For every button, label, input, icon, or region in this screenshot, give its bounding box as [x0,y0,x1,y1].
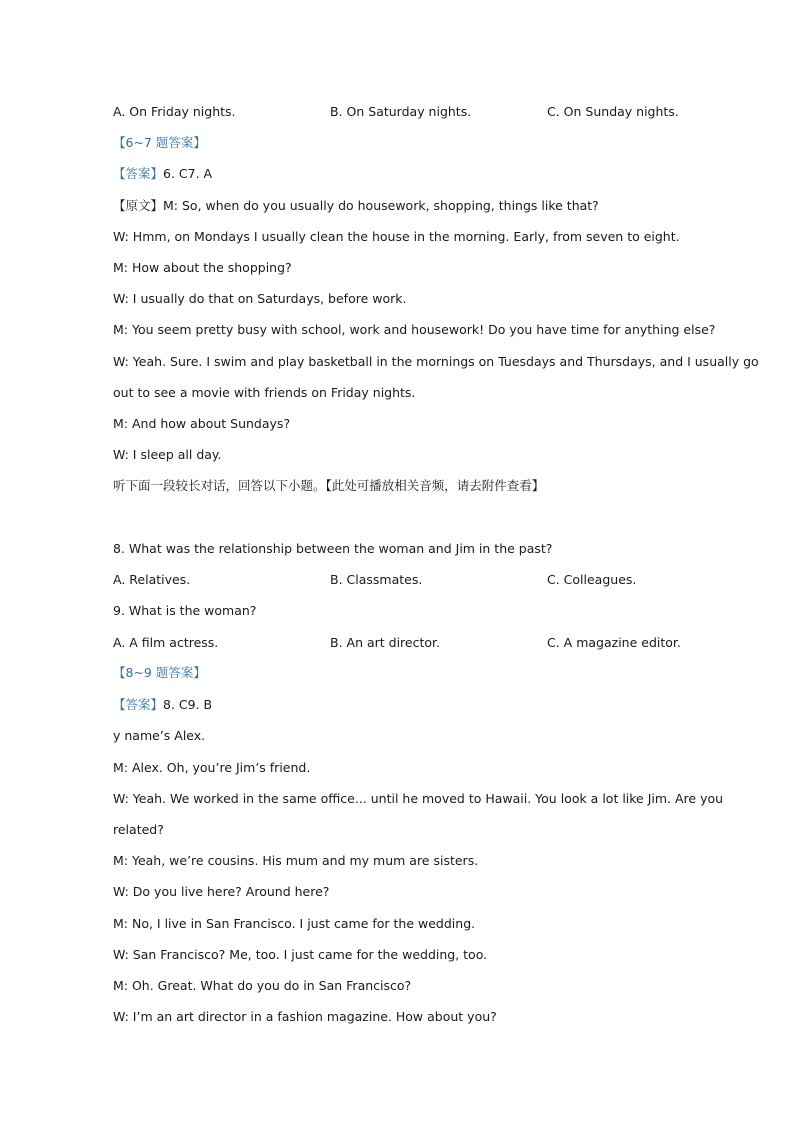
question-9: 9. What is the woman? [113,603,257,618]
answer-value: 6. C7. A [163,166,213,181]
transcript-line [113,198,599,214]
transcript-line: W: Yeah. Sure. I swim and play basketball in the mornings on Tuesdays and Thursdays, and I usually go [113,354,759,369]
option-a: A. A film actress. [113,635,219,650]
section-heading: 【8~9 题答案】 [113,665,206,680]
answer-label: 【答案】 [113,166,164,181]
transcript-line: W: I sleep all day. [113,447,222,462]
option-b: B. Classmates. [330,572,423,587]
transcript-line: M: Yeah, we’re cousins. His mum and my mum are sisters. [113,853,479,868]
transcript-label: 【原文】 [113,198,164,213]
transcript-line: M: How about the shopping? [113,260,292,275]
option-c: C. Colleagues. [547,572,637,587]
transcript-line: W: I’m an art director in a fashion magazine. How about you? [113,1009,497,1024]
option-c: C. On Sunday nights. [547,104,679,119]
transcript-line: M: And how about Sundays? [113,416,291,431]
transcript-text: M: So, when do you usually do housework, shopping, things like that? [163,198,599,213]
transcript-line: M: No, I live in San Francisco. I just came for the wedding. [113,916,476,931]
transcript-line: W: I usually do that on Saturdays, before work. [113,291,407,306]
transcript-line: W: Yeah. We worked in the same office... until he moved to Hawaii. You look a lot like Jim. Are you [113,791,724,806]
transcript-line: W: Hmm, on Mondays I usually clean the house in the morning. Early, from seven to eight. [113,229,680,244]
option-c: C. A magazine editor. [547,635,681,650]
transcript-line: W: Do you live here? Around here? [113,884,330,899]
answer-line [113,697,212,713]
transcript-line: W: San Francisco? Me, too. I just came for the wedding, too. [113,947,488,962]
answer-value: 8. C9. B [163,697,213,712]
answer-line [113,166,212,182]
question-8: 8. What was the relationship between the woman and Jim in the past? [113,541,553,556]
transcript-line: M: Oh. Great. What do you do in San Francisco? [113,978,412,993]
option-b: B. On Saturday nights. [330,104,472,119]
transcript-line: M: You seem pretty busy with school, work and housework! Do you have time for anything else? [113,322,716,337]
option-a: A. Relatives. [113,572,191,587]
transcript-line: y name’s Alex. [113,728,206,743]
answer-label: 【答案】 [113,697,164,712]
transcript-line: related? [113,822,164,837]
listening-instruction: 听下面一段较长对话，回答以下小题。【此处可播放相关音频，请去附件查看】 [113,478,545,493]
transcript-line: out to see a movie with friends on Friday nights. [113,385,416,400]
option-a: A. On Friday nights. [113,104,236,119]
option-b: B. An art director. [330,635,440,650]
section-heading: 【6~7 题答案】 [113,135,206,150]
transcript-line: M: Alex. Oh, you’re Jim’s friend. [113,760,311,775]
